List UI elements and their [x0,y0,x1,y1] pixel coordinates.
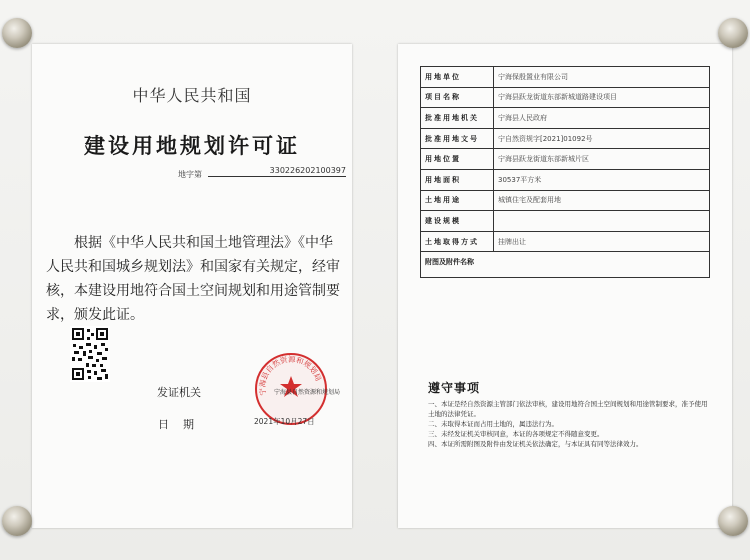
issue-date: 2021年10月27日 [254,417,315,426]
land-info-table [420,66,710,278]
row-value [494,211,710,232]
notes-title: 遵守事项 [428,381,481,395]
table-row [421,128,710,149]
note-item: 三、未经发证机关审核同意，本证的各项规定不得随意变更。 [428,430,604,438]
row-label: 土地取得方式 [421,231,494,252]
row-label: 土地用途 [421,190,494,211]
row-label: 建设规模 [421,211,494,232]
row-value: 宁海县跃龙街道东部新城片区 [494,149,710,170]
mounting-bolt-icon [2,18,32,48]
table-row [421,108,710,129]
row-label: 批准用地机关 [421,108,494,129]
table-row [421,87,710,108]
doc-number-label: 地字第 [178,170,202,179]
table-row [421,149,710,170]
note-item: 二、未取得本证而占用土地的，属违法行为。 [428,420,558,428]
note-item: 四、本证所需附图及附件由发证机关依法确定，与本证具有同等法律效力。 [428,440,643,448]
mounting-bolt-icon [718,506,748,536]
table-row [421,67,710,88]
mounting-bolt-icon [2,506,32,536]
table-row [421,231,710,252]
attachments-label: 附图及附件名称 [425,258,474,267]
notes-list [428,399,708,449]
row-label: 用地单位 [421,67,494,88]
row-label: 用地位置 [421,149,494,170]
stamp-subtext: 宁海县自然资源和规划局 [273,389,340,396]
country-heading: 中华人民共和国 [132,86,252,105]
row-value: 宁海县人民政府 [494,108,710,129]
certificate-details-page [398,44,732,528]
seal-text: 宁海县自然资源和规划局 [257,354,324,397]
row-value: 挂牌出让 [494,231,710,252]
row-value: 城镇住宅及配套用地 [494,190,710,211]
mounting-bolt-icon [718,18,748,48]
certificate-title: 建设用地规划许可证 [84,134,300,158]
table-row [421,190,710,211]
certificate-body-text: 根据《中华人民共和国土地管理法》《中华人民共和国城乡规划法》和国家有关规定，经审核，本建设用地符合国土空间规划和用途管制要求，颁发此证。 [46,235,340,323]
qr-code-icon [70,326,110,382]
row-value: 宁海县跃龙街道东部新城道路建设项目 [494,87,710,108]
table-row [421,169,710,190]
certificate-front-page [32,44,352,528]
row-label: 项目名称 [421,87,494,108]
row-label: 用地面积 [421,169,494,190]
note-item: 一、本证是经自然资源主管部门依法审核，建设用地符合国土空间规划和用途管制要求，准予使用土地的法律凭证。 [428,400,708,418]
attachments-row [421,252,710,278]
row-label: 批准用地文号 [421,128,494,149]
doc-number: 330226202100397 [208,166,346,177]
issuer-label: 发证机关 [157,386,201,399]
date-label: 日期 [158,418,208,431]
row-value: 30537平方米 [494,169,710,190]
table-row [421,211,710,232]
row-value: 宁自然资规字[2021]01092号 [494,128,710,149]
row-value: 宁海保殷置业有限公司 [494,67,710,88]
